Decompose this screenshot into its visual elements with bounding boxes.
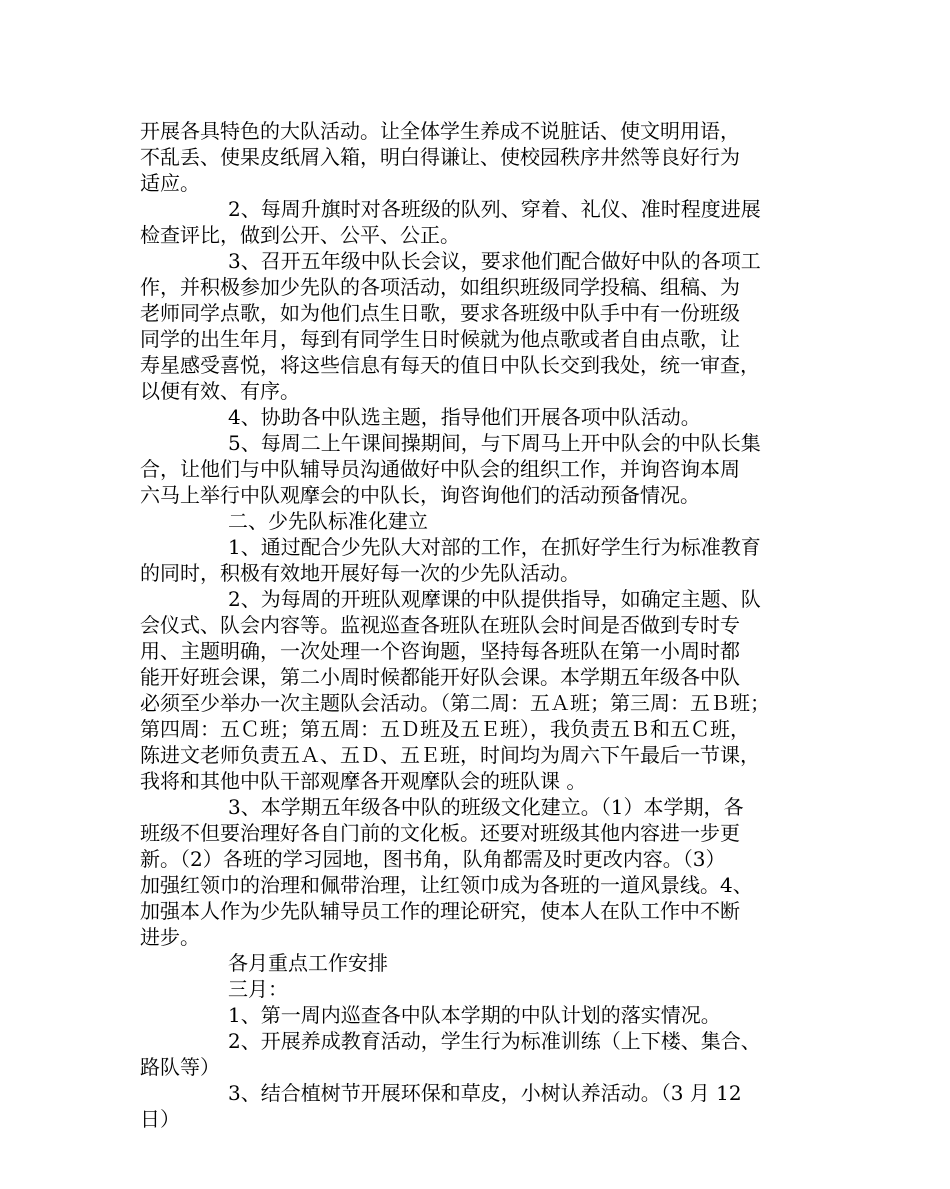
text-line: 3、本学期五年级各中队的班级文化建立。（1）本学期，各 bbox=[228, 795, 744, 819]
text-line: 3、结合植树节开展环保和草皮，小树认养活动。（3 月 12 bbox=[228, 1081, 742, 1105]
text-line: 作，并积极参加少先队的各项活动，如组织班级同学投稿、组稿、为 bbox=[140, 275, 740, 299]
text-line: 能开好班会课，第二小周时候都能开好队会课。本学期五年级各中队 bbox=[140, 665, 740, 689]
text-line: 2、开展养成教育活动，学生行为标准训练（上下楼、集合、 bbox=[228, 1029, 761, 1053]
text-line: 以便有效、有序。 bbox=[140, 379, 300, 403]
text-line: 进步。 bbox=[140, 925, 200, 949]
text-line: 日） bbox=[140, 1107, 180, 1131]
text-line: 适应。 bbox=[140, 171, 200, 195]
text-line: 1、第一周内巡查各中队本学期的中队计划的落实情况。 bbox=[228, 1003, 721, 1027]
text-line: 加强红领巾的治理和佩带治理，让红领巾成为各班的一道风景线。4、 bbox=[140, 873, 753, 897]
text-line: 新。（2）各班的学习园地，图书角，队角都需及时更改内容。（3） bbox=[140, 847, 726, 871]
text-line: 开展各具特色的大队活动。让全体学生养成不说脏话、使文明用语， bbox=[140, 119, 740, 143]
text-line: 必须至少举办一次主题队会活动。（第二周：五Ａ班；第三周：五Ｂ班； bbox=[140, 691, 770, 715]
document-body bbox=[140, 118, 820, 1132]
text-line: 的同时，积极有效地开展好每一次的少先队活动。 bbox=[140, 561, 580, 585]
text-line: 1、通过配合少先队大对部的工作，在抓好学生行为标准教育 bbox=[228, 535, 761, 559]
text-line: 4、协助各中队选主题，指导他们开展各项中队活动。 bbox=[228, 405, 701, 429]
text-line: 各月重点工作安排 bbox=[228, 951, 388, 975]
text-line: 陈进文老师负责五Ａ、五Ｄ、五Ｅ班，时间均为周六下午最后一节课， bbox=[140, 743, 760, 767]
text-line: 二、少先队标准化建立 bbox=[228, 509, 428, 533]
text-line: 三月： bbox=[228, 977, 288, 1001]
text-line: 六马上举行中队观摩会的中队长，询咨询他们的活动预备情况。 bbox=[140, 483, 700, 507]
text-line: 第四周：五Ｃ班；第五周：五Ｄ班及五Ｅ班），我负责五Ｂ和五Ｃ班， bbox=[140, 717, 750, 741]
text-line: 不乱丢、使果皮纸屑入箱，明白得谦让、使校园秩序井然等良好行为 bbox=[140, 145, 740, 169]
text-line: 5、每周二上午课间操期间，与下周马上开中队会的中队长集 bbox=[228, 431, 761, 455]
text-line: 老师同学点歌，如为他们点生日歌，要求各班级中队手中有一份班级 bbox=[140, 301, 740, 325]
text-line: 寿星感受喜悦，将这些信息有每天的值日中队长交到我处，统一审查， bbox=[140, 353, 760, 377]
text-line: 用、主题明确，一次处理一个咨询题，坚持每各班队在第一小周时都 bbox=[140, 639, 740, 663]
text-line: 2、每周升旗时对各班级的队列、穿着、礼仪、准时程度进展 bbox=[228, 197, 761, 221]
text-line: 2、为每周的开班队观摩课的中队提供指导，如确定主题、队 bbox=[228, 587, 761, 611]
text-line: 合，让他们与中队辅导员沟通做好中队会的组织工作，并询咨询本周 bbox=[140, 457, 740, 481]
text-line: 我将和其他中队干部观摩各开观摩队会的班队课 。 bbox=[140, 769, 587, 793]
text-line: 3、召开五年级中队长会议，要求他们配合做好中队的各项工 bbox=[228, 249, 761, 273]
text-line: 会仪式、队会内容等。监视巡查各班队在班队会时间是否做到专时专 bbox=[140, 613, 740, 637]
text-line: 同学的出生年月，每到有同学生日时候就为他点歌或者自由点歌，让 bbox=[140, 327, 740, 351]
text-line: 加强本人作为少先队辅导员工作的理论研究，使本人在队工作中不断 bbox=[140, 899, 740, 923]
text-line: 路队等） bbox=[140, 1055, 220, 1079]
text-line: 检查评比，做到公开、公平、公正。 bbox=[140, 223, 460, 247]
text-line: 班级不但要治理好各自门前的文化板。还要对班级其他内容进一步更 bbox=[140, 821, 740, 845]
